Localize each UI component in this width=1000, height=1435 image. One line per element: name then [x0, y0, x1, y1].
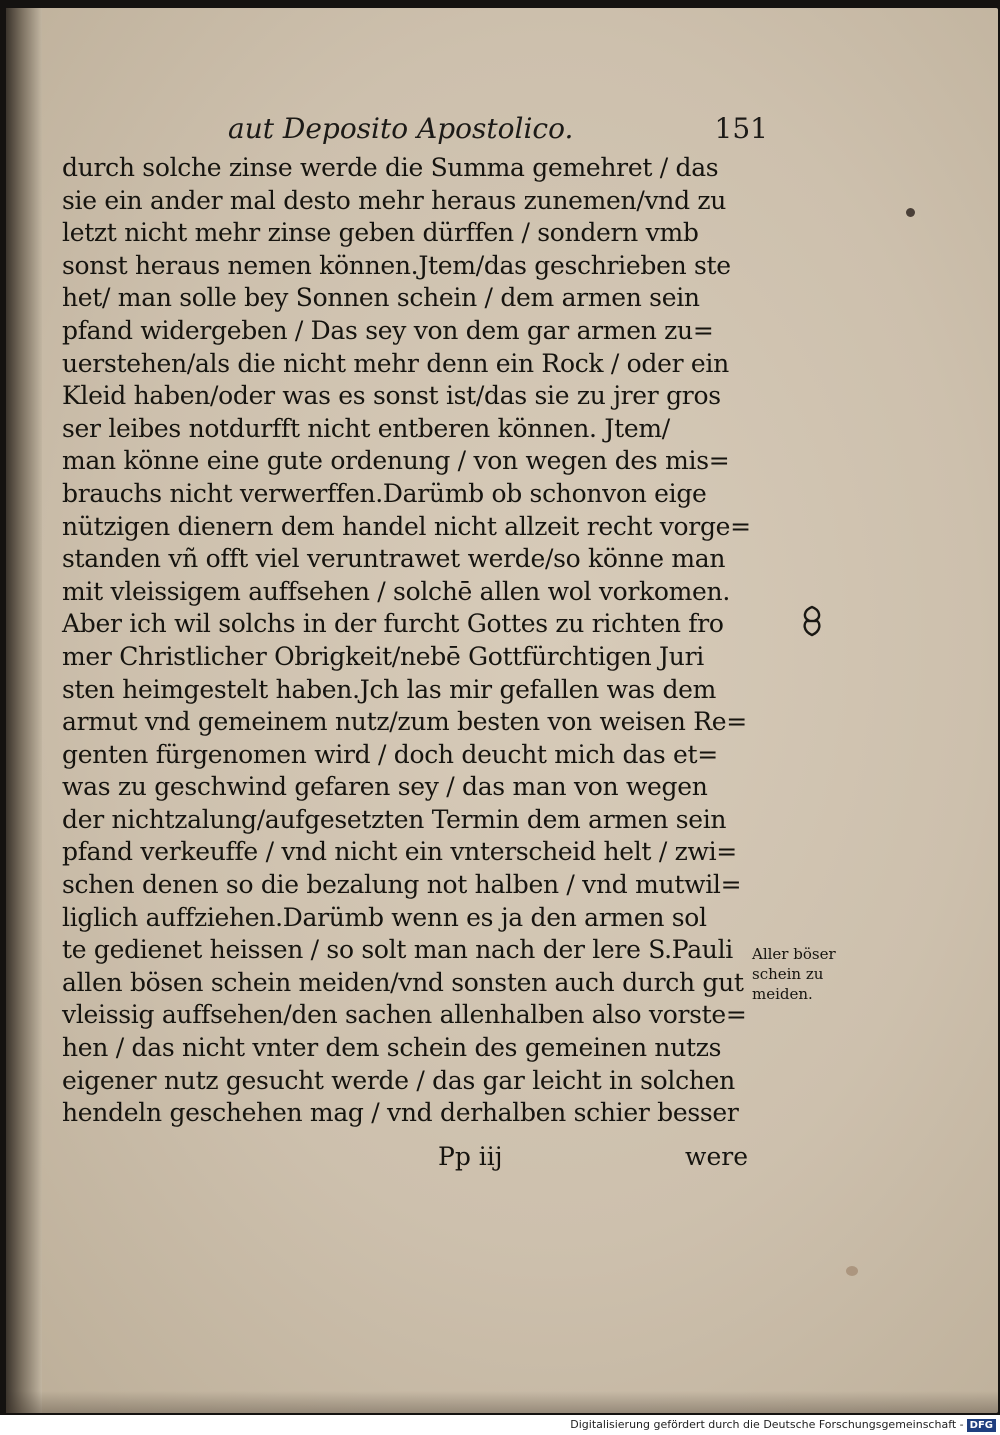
text-line: pfand verkeuffe / vnd nicht ein vnterscheid helt / zwi=	[62, 837, 737, 867]
text-line: uerstehen/als die nicht mehr denn ein Rock / oder ein	[62, 348, 729, 378]
text-line: der nichtzalung/aufgesetzten Termin dem armen sein	[62, 804, 727, 834]
text-line: Aber ich wil solchs in der furcht Gottes zu richten fro	[62, 609, 724, 639]
page-bottom-shadow	[6, 1391, 998, 1413]
page-gutter-shadow	[6, 8, 42, 1413]
ink-spot	[906, 208, 915, 217]
marginal-note	[752, 944, 852, 1004]
text-line: nützigen dienern dem handel nicht allzeit recht vorge=	[62, 511, 751, 541]
text-line: allen bösen schein meiden/vnd sonsten auch durch gut	[62, 967, 744, 997]
catchword: were	[685, 1142, 748, 1171]
signature-mark: Pp iij	[438, 1142, 503, 1171]
text-line: te gedienet heissen / so solt man nach der lere S.Pauli	[62, 935, 734, 965]
body-text	[62, 152, 752, 1130]
text-line: sonst heraus nemen können.Jtem/das geschrieben ste	[62, 250, 731, 280]
marginal-note-line: meiden.	[752, 985, 813, 1003]
text-line: mer Christlicher Obrigkeit/nebē Gottfürchtigen Juri	[62, 641, 704, 671]
page-footer	[62, 1142, 752, 1176]
text-line: schen denen so die bezalung not halben / vnd mutwil=	[62, 870, 742, 900]
printers-ornament-icon	[798, 604, 826, 638]
text-line: was zu geschwind gefaren sey / das man von wegen	[62, 772, 708, 802]
text-line: Kleid haben/oder was es sonst ist/das sie zu jrer gros	[62, 381, 721, 411]
text-line: pfand widergeben / Das sey von dem gar armen zu=	[62, 315, 714, 345]
running-title: aut Deposito Apostolico.	[228, 112, 574, 145]
text-line: vleissig auffsehen/den sachen allenhalben also vorste=	[62, 1000, 747, 1030]
text-line: armut vnd gemeinem nutz/zum besten von weisen Re=	[62, 707, 747, 737]
text-line: standen vñ offt viel veruntrawet werde/so könne man	[62, 544, 726, 574]
dfg-logo-icon: DFG	[967, 1419, 996, 1432]
marginal-note-line: schein zu	[752, 965, 824, 983]
text-line: man könne eine gute ordenung / von wegen des mis=	[62, 446, 730, 476]
paper-stain	[846, 1266, 858, 1276]
text-line: genten fürgenomen wird / doch deucht mich das et=	[62, 739, 718, 769]
page-header	[228, 112, 768, 152]
text-line: het/ man solle bey Sonnen schein / dem armen sein	[62, 283, 700, 313]
text-line: mit vleissigem auffsehen / solchē allen wol vorkomen.	[62, 576, 730, 606]
text-line: durch solche zinse werde die Summa gemehret / das	[62, 153, 719, 182]
text-line: brauchs nicht verwerffen.Darümb ob schonvon eige	[62, 478, 707, 508]
text-line: sten heimgestelt haben.Jch las mir gefallen was dem	[62, 674, 717, 704]
text-line: sie ein ander mal desto mehr heraus zunemen/vnd zu	[62, 185, 727, 215]
text-line: eigener nutz gesucht werde / das gar leicht in solchen	[62, 1065, 735, 1095]
credit-text: Digitalisierung gefördert durch die Deutsche Forschungsgemeinschaft -	[570, 1418, 964, 1431]
digitization-credit	[0, 1415, 996, 1435]
text-line: hen / das nicht vnter dem schein des gemeinen nutzs	[62, 1033, 722, 1063]
text-line: liglich auffziehen.Darümb wenn es ja den armen sol	[62, 902, 707, 932]
text-line: hendeln geschehen mag / vnd derhalben schier besser	[62, 1098, 739, 1128]
marginal-note-line: Aller böser	[752, 945, 836, 963]
folio-number: 151	[714, 112, 768, 145]
text-line: ser leibes notdurfft nicht entberen können. Jtem/	[62, 413, 670, 443]
text-line: letzt nicht mehr zinse geben dürffen / sondern vmb	[62, 218, 699, 248]
